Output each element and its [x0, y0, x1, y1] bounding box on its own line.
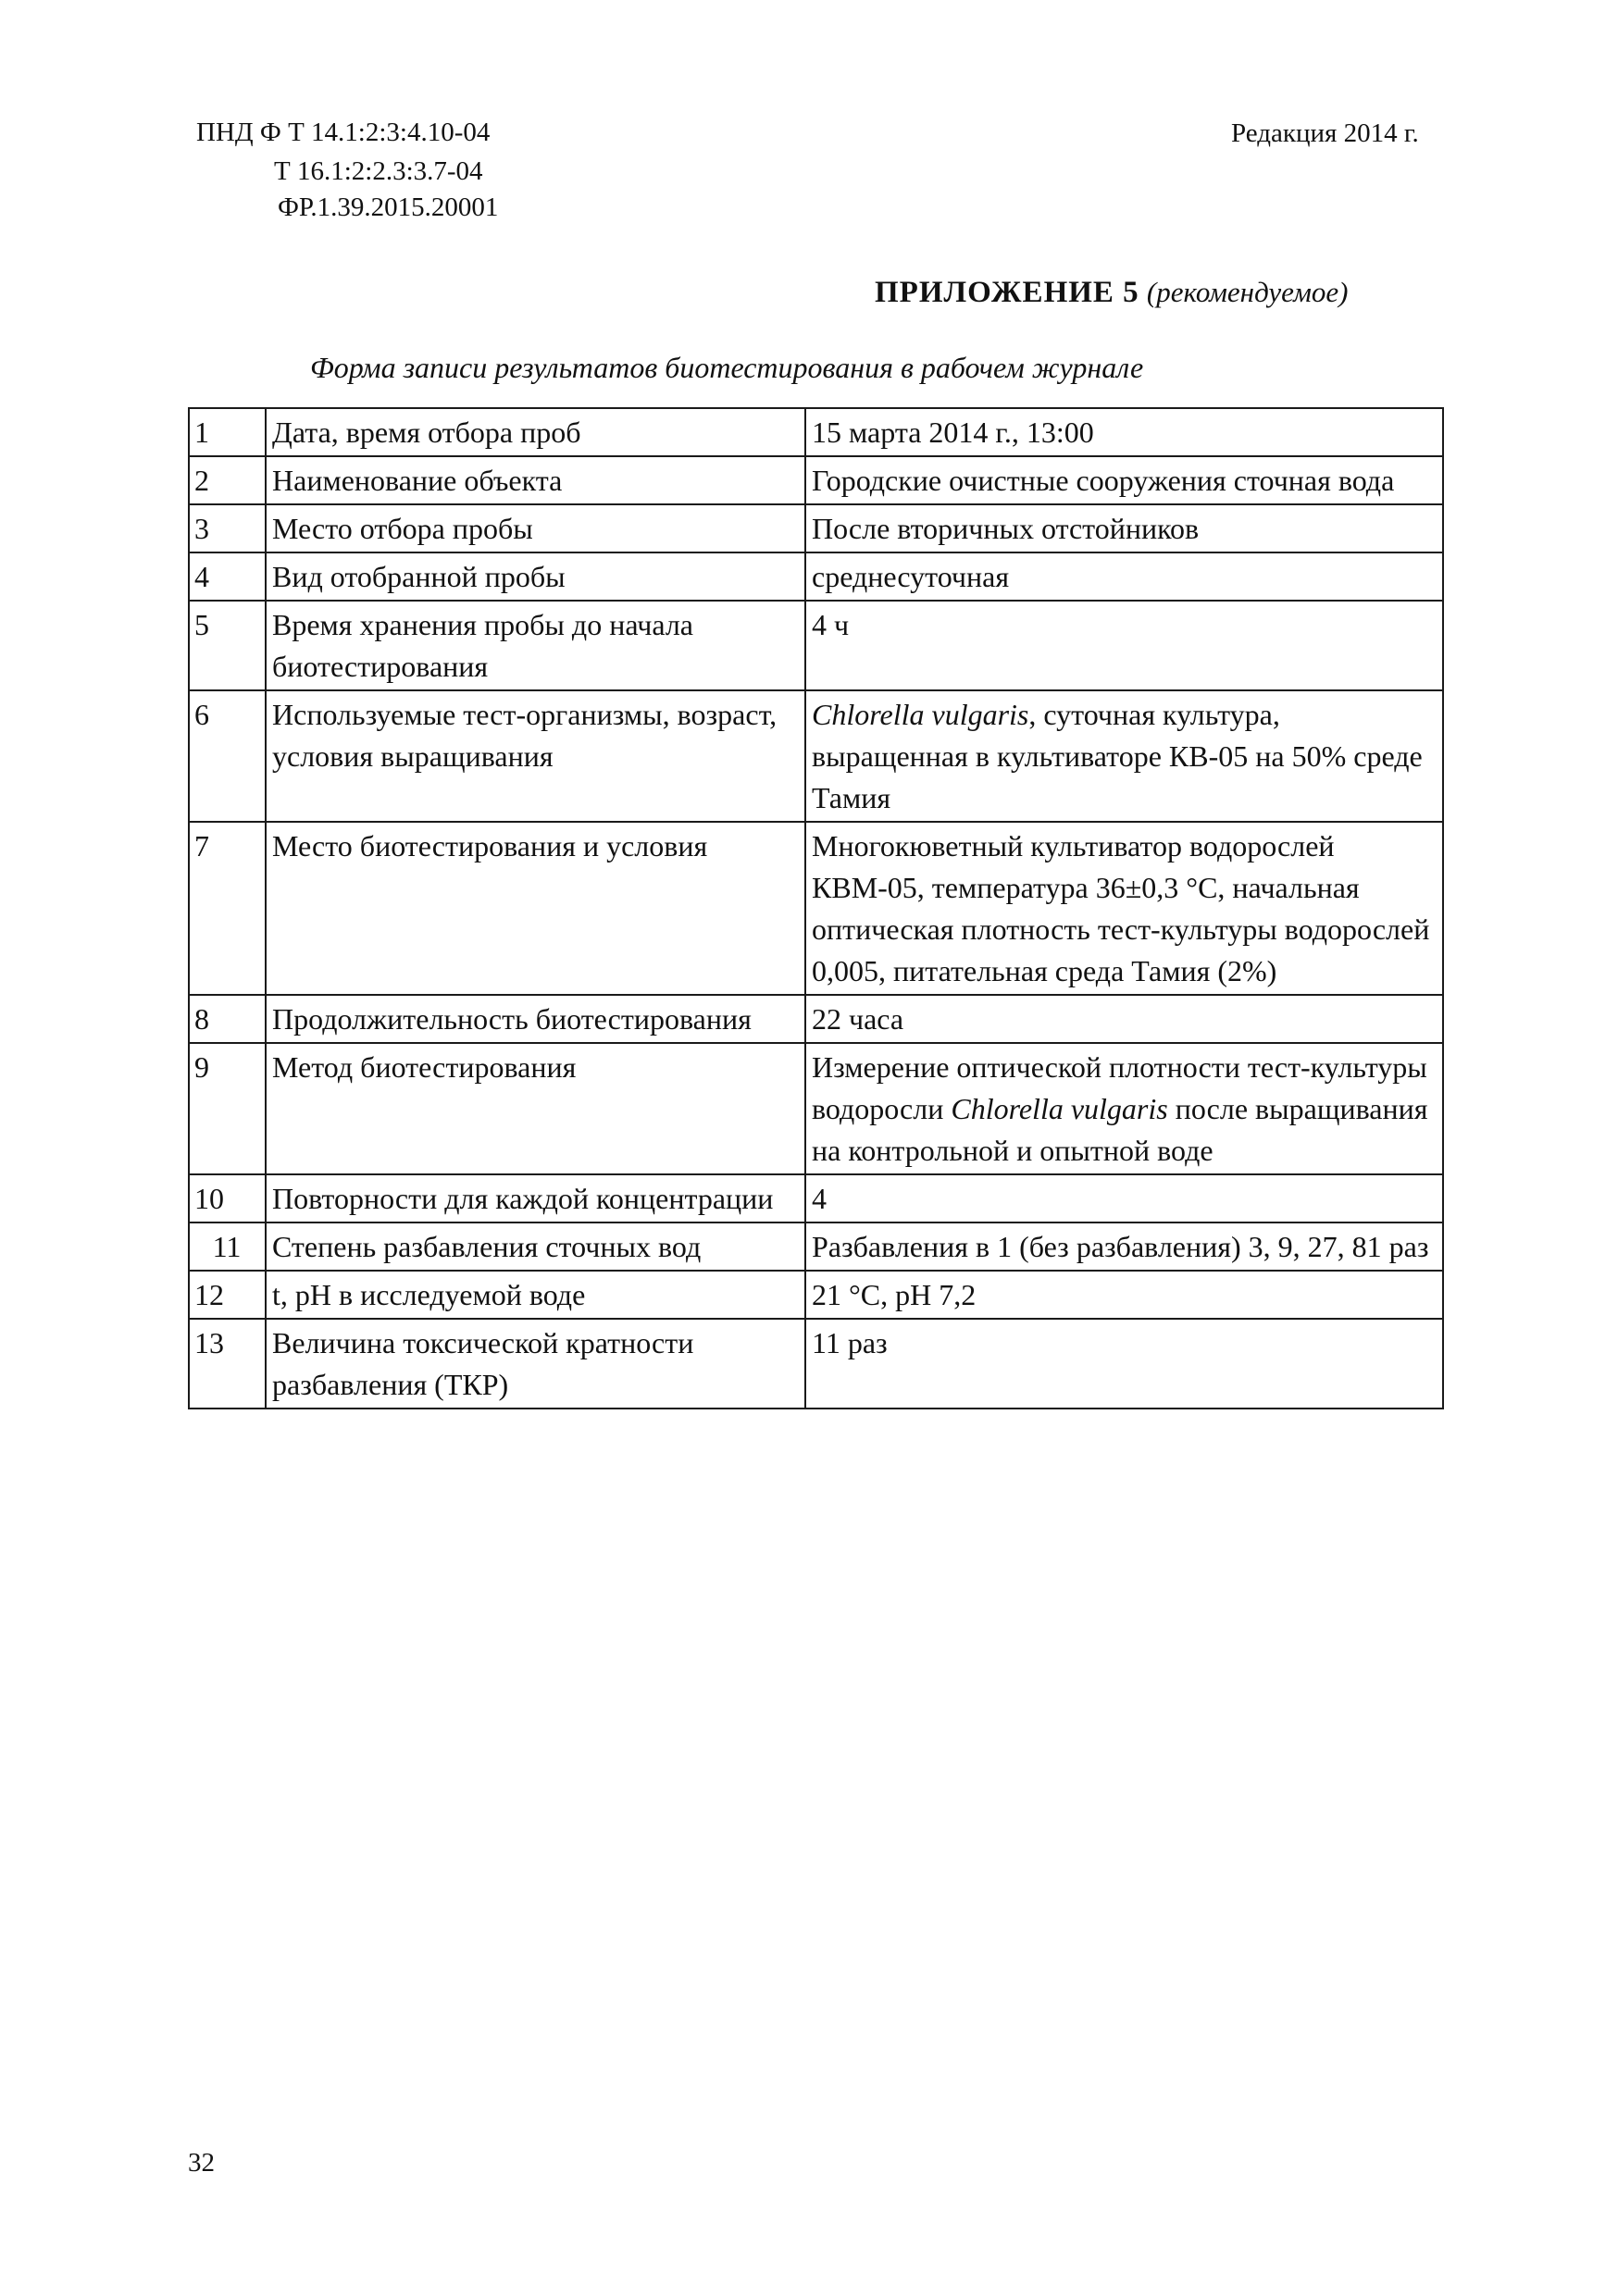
row-value: Разбавления в 1 (без разбавления) 3, 9, 27, 81 раз [805, 1222, 1443, 1271]
document-code-line-1: ПНД Ф Т 14.1:2:3:4.10-04 [196, 118, 491, 147]
row-value: После вторичных отстойников [805, 504, 1443, 552]
row-label: Наименование объекта [266, 456, 805, 504]
row-value: Городские очистные сооружения сточная вода [805, 456, 1443, 504]
row-label: Вид отобранной пробы [266, 552, 805, 601]
row-number: 3 [189, 504, 266, 552]
row-label: Повторности для каждой концентрации [266, 1174, 805, 1222]
table-row [189, 1174, 1443, 1222]
row-label: Продолжительность биотестирования [266, 995, 805, 1043]
row-value: 22 часа [805, 995, 1443, 1043]
row-value: 4 [805, 1174, 1443, 1222]
table-row [189, 552, 1443, 601]
row-label: Используемые тест-организмы, возраст, условия выращивания [266, 690, 805, 822]
row-number: 9 [189, 1043, 266, 1174]
row-label: t, pH в исследуемой воде [266, 1271, 805, 1319]
row-number: 6 [189, 690, 266, 822]
row-label: Время хранения пробы до начала биотестирования [266, 601, 805, 690]
row-number: 13 [189, 1319, 266, 1409]
table-row [189, 822, 1443, 995]
appendix-note: (рекомендуемое) [1146, 276, 1349, 308]
row-number: 11 [189, 1222, 266, 1271]
row-number: 12 [189, 1271, 266, 1319]
page-number: 32 [188, 2148, 215, 2178]
row-number: 7 [189, 822, 266, 995]
row-value [805, 690, 1443, 822]
document-code-line-2: Т 16.1:2:2.3:3.7-04 [274, 156, 483, 186]
table-row [189, 504, 1443, 552]
table-row [189, 1043, 1443, 1174]
row-label: Место биотестирования и условия [266, 822, 805, 995]
row-value [805, 1043, 1443, 1174]
row-value-text: Измерение оптической плотности тест-культуры водоросли [812, 1050, 1427, 1125]
row-value-text: после выращивания на контрольной и опытной воде [812, 1092, 1428, 1167]
row-number: 8 [189, 995, 266, 1043]
row-label: Дата, время отбора проб [266, 408, 805, 456]
species-name: Chlorella vulgaris [812, 698, 1029, 731]
row-value: среднесуточная [805, 552, 1443, 601]
table-row [189, 1271, 1443, 1319]
form-caption: Форма записи результатов биотестирования в рабочем журнале [310, 351, 1144, 384]
row-label: Величина токсической кратности разбавления (ТКР) [266, 1319, 805, 1409]
revision-label: Редакция 2014 г. [1231, 118, 1419, 148]
species-name: Chlorella vulgaris [951, 1092, 1168, 1125]
row-value: 15 марта 2014 г., 13:00 [805, 408, 1443, 456]
row-label: Метод биотестирования [266, 1043, 805, 1174]
table-row [189, 1319, 1443, 1409]
row-number: 1 [189, 408, 266, 456]
table-row [189, 408, 1443, 456]
row-value: Многокюветный культиватор водорослей КВМ-05, температура 36±0,3 °С, начальная оптическая плотность тест-культуры водорослей 0,005, питательная среда Тамия (2%) [805, 822, 1443, 995]
appendix-heading [875, 274, 1348, 311]
row-number: 5 [189, 601, 266, 690]
row-value: 4 ч [805, 601, 1443, 690]
row-label: Место отбора пробы [266, 504, 805, 552]
row-value: 21 °С, рН 7,2 [805, 1271, 1443, 1319]
row-value-text: , суточная культура, выращенная в культиваторе КВ-05 на 50% среде Тамия [812, 698, 1423, 814]
table-row [189, 456, 1443, 504]
table-row [189, 601, 1443, 690]
row-number: 2 [189, 456, 266, 504]
row-label: Степень разбавления сточных вод [266, 1222, 805, 1271]
appendix-title: ПРИЛОЖЕНИЕ 5 [875, 276, 1139, 309]
row-number: 10 [189, 1174, 266, 1222]
table-row [189, 1222, 1443, 1271]
document-code-line-3: ФР.1.39.2015.20001 [278, 192, 499, 222]
row-number: 4 [189, 552, 266, 601]
row-value: 11 раз [805, 1319, 1443, 1409]
table-row [189, 995, 1443, 1043]
journal-record-table [188, 407, 1444, 1409]
table-row [189, 690, 1443, 822]
